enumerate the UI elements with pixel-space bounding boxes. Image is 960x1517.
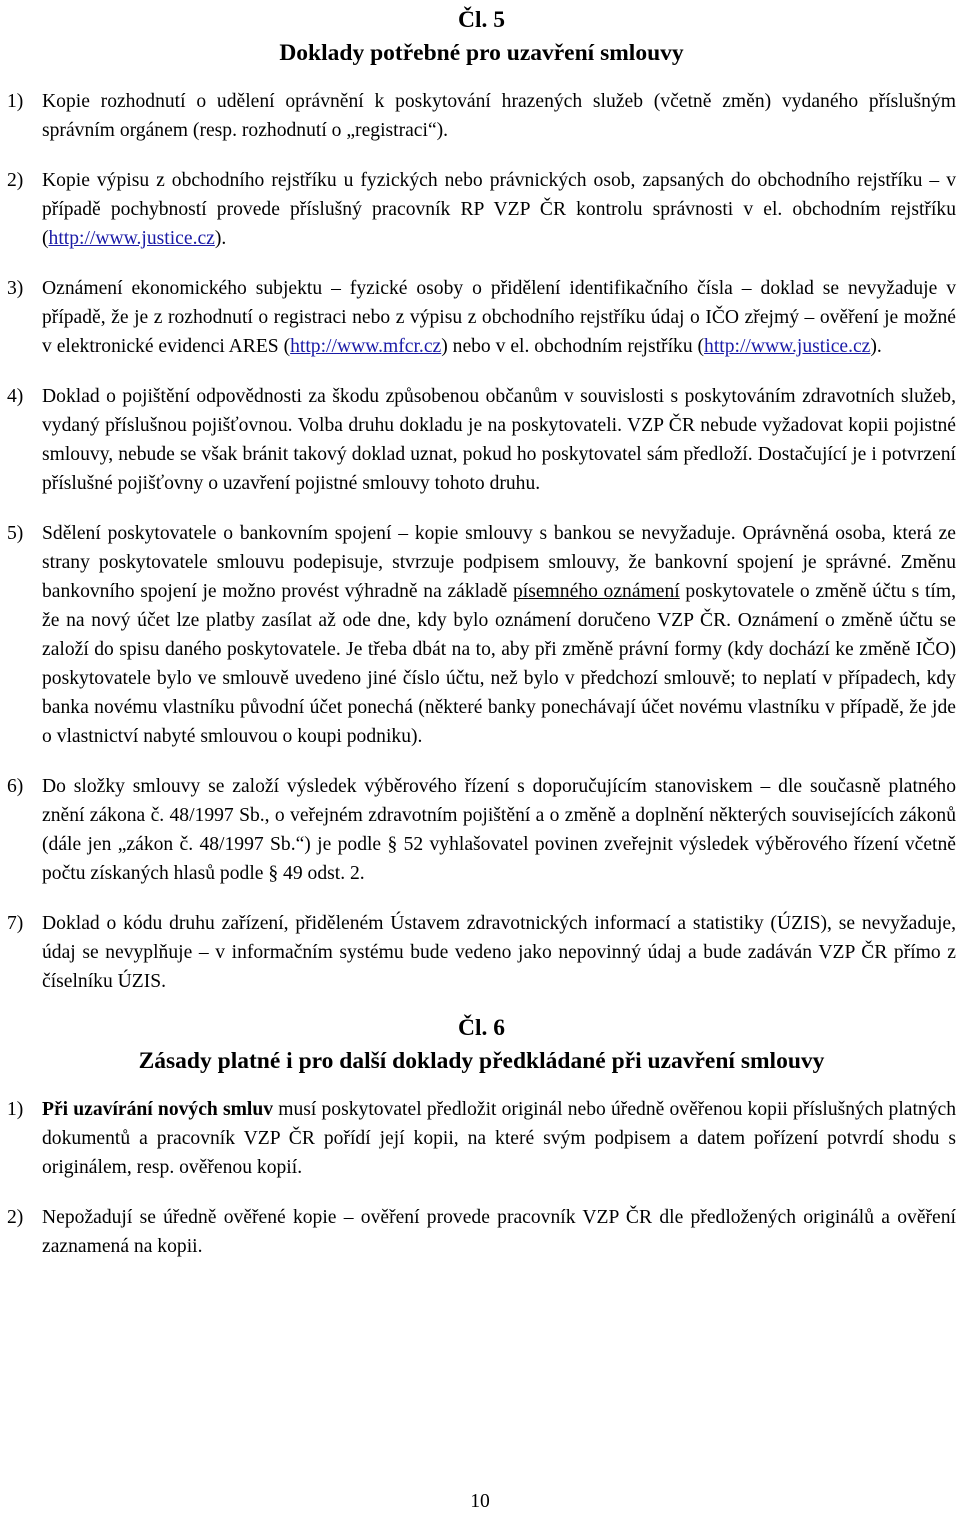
article-5-number: Čl. 5	[458, 7, 505, 33]
bold-phrase: Při uzavírání nových smluv	[42, 1099, 274, 1120]
mfcr-link[interactable]: http://www.mfcr.cz	[290, 336, 442, 357]
list-item-5-6	[7, 772, 956, 888]
page-number: 10	[470, 1491, 490, 1512]
item-text: Doklad o pojištění odpovědnosti za škodu způsobenou občanům v souvislosti s poskytováním zdravotních služeb, vydaný příslušnou pojišťovnou. Volba druhu dokladu je na poskytovateli. VZP ČR nebude vyžadovat kopii pojistné smlouvy, nebude se však bránit takový doklad uznat, pokud ho poskytovatel sám předloží. Dostačující je i potvrzení příslušné pojišťovny o uzavření pojistné smlouvy tohoto druhu.	[42, 386, 956, 494]
item-number: 1)	[7, 91, 24, 112]
item-text: Doklad o kódu druhu zařízení, přiděleném Ústavem zdravotnických informací a statistiky (ÚZIS), se nevyžaduje, údaj se nevyplňuje – v informačním systému bude vedeno jako nepovinný údaj a bude zadáván VZP ČR přímo z číselníku ÚZIS.	[42, 913, 956, 992]
item-text	[42, 166, 956, 253]
item-number: 2)	[7, 170, 24, 191]
list-item-5-2	[7, 166, 956, 253]
list-item-6-2	[7, 1203, 956, 1261]
item-number: 4)	[7, 386, 24, 407]
item-number: 3)	[7, 278, 24, 299]
item-text: Nepožadují se úředně ověřené kopie – ověření provede pracovník VZP ČR dle předložených originálů a ověření zaznamená na kopii.	[42, 1207, 956, 1257]
list-item-5-5	[7, 519, 956, 751]
list-item-5-7	[7, 909, 956, 996]
item-number: 6)	[7, 776, 24, 797]
item-text-part: Oznámení ekonomického subjektu – fyzické osoby o přidělení identifikačního čísla – doklad se nevyžaduje v případě, že je z rozhodnutí o registraci nebo z výpisu z obchodního rejstříku údaj o IČO zřejmý – ověření je možné v elektronické evidenci ARES (	[42, 278, 956, 357]
article-5-title: Doklady potřebné pro uzavření smlouvy	[279, 40, 684, 66]
justice-link[interactable]: http://www.justice.cz	[704, 336, 871, 357]
item-text	[42, 519, 956, 751]
item-text-part: Sdělení poskytovatele o bankovním spojení – kopie smlouvy s bankou se nevyžaduje. Oprávněná osoba, která ze strany poskytovatele smlouvu podepisuje, stvrzuje podpisem smlouvy, že bankovní spojení je správné. Změnu bankovního spojení je možno provést výhradně na základě	[42, 523, 956, 602]
item-text-part: ) nebo v el. obchodním rejstříku (	[441, 336, 705, 357]
list-item-5-4	[7, 382, 956, 498]
item-number: 2)	[7, 1207, 24, 1228]
item-number: 5)	[7, 523, 24, 544]
justice-link[interactable]: http://www.justice.cz	[48, 228, 215, 249]
item-text-part: poskytovatele o změně účtu s tím, že na nový účet lze platby zasílat až ode dne, kdy bylo oznámení doručeno VZP ČR. Oznámení o změně účtu se založí do spisu daného poskytovatele. Je třeba dbát na to, aby při změně právní formy (kdy dochází ke změně IČO) poskytovatele bylo ve smlouvě uvedeno jiné číslo účtu, než bylo v předchozí smlouvě; to neplatí v případech, kdy banka novému vlastníku původní účet ponechá (některé banky ponechávají účet novému vlastníku v případě, že jde o vlastnictví nabyté smlouvou o koupi podniku).	[42, 581, 956, 747]
item-text-part: ).	[214, 228, 227, 249]
item-number: 1)	[7, 1099, 24, 1120]
item-number: 7)	[7, 913, 24, 934]
item-text	[42, 274, 956, 361]
list-item-6-1	[7, 1095, 956, 1182]
item-text: Do složky smlouvy se založí výsledek výběrového řízení s doporučujícím stanoviskem – dle současně platného znění zákona č. 48/1997 Sb., o veřejném zdravotním pojištění a o změně a doplnění některých souvisejících zákonů (dále jen „zákon č. 48/1997 Sb.“) je podle § 52 vyhlašovatel povinen zveřejnit výsledek výběrového řízení včetně počtu získaných hlasů podle § 49 odst. 2.	[42, 776, 956, 884]
item-text: Kopie rozhodnutí o udělení oprávnění k poskytování hrazených služeb (včetně změn) vydaného příslušným správním orgánem (resp. rozhodnutí o „registraci“).	[42, 91, 956, 141]
item-text-part: Kopie výpisu z obchodního rejstříku u fyzických nebo právnických osob, zapsaných do obchodního rejstříku – v případě pochybností provede příslušný pracovník RP VZP ČR kontrolu správnosti v el. obchodním rejstříku (	[42, 170, 956, 249]
list-item-5-3	[7, 274, 956, 361]
underlined-phrase: písemného oznámení	[512, 581, 680, 602]
item-text-part: ).	[870, 336, 882, 357]
item-text	[42, 1095, 956, 1182]
list-item-5-1	[7, 87, 956, 145]
article-6-number: Čl. 6	[458, 1015, 505, 1041]
item-text-part: musí poskytovatel předložit originál nebo úředně ověřenou kopii příslušných platných dokumentů a pracovník VZP ČR pořídí její kopii, na které svým podpisem a datem pořízení potvrdí shodu s originálem, resp. ověřenou kopií.	[42, 1099, 956, 1178]
article-6-title: Zásady platné i pro další doklady předkládané při uzavření smlouvy	[138, 1048, 825, 1074]
